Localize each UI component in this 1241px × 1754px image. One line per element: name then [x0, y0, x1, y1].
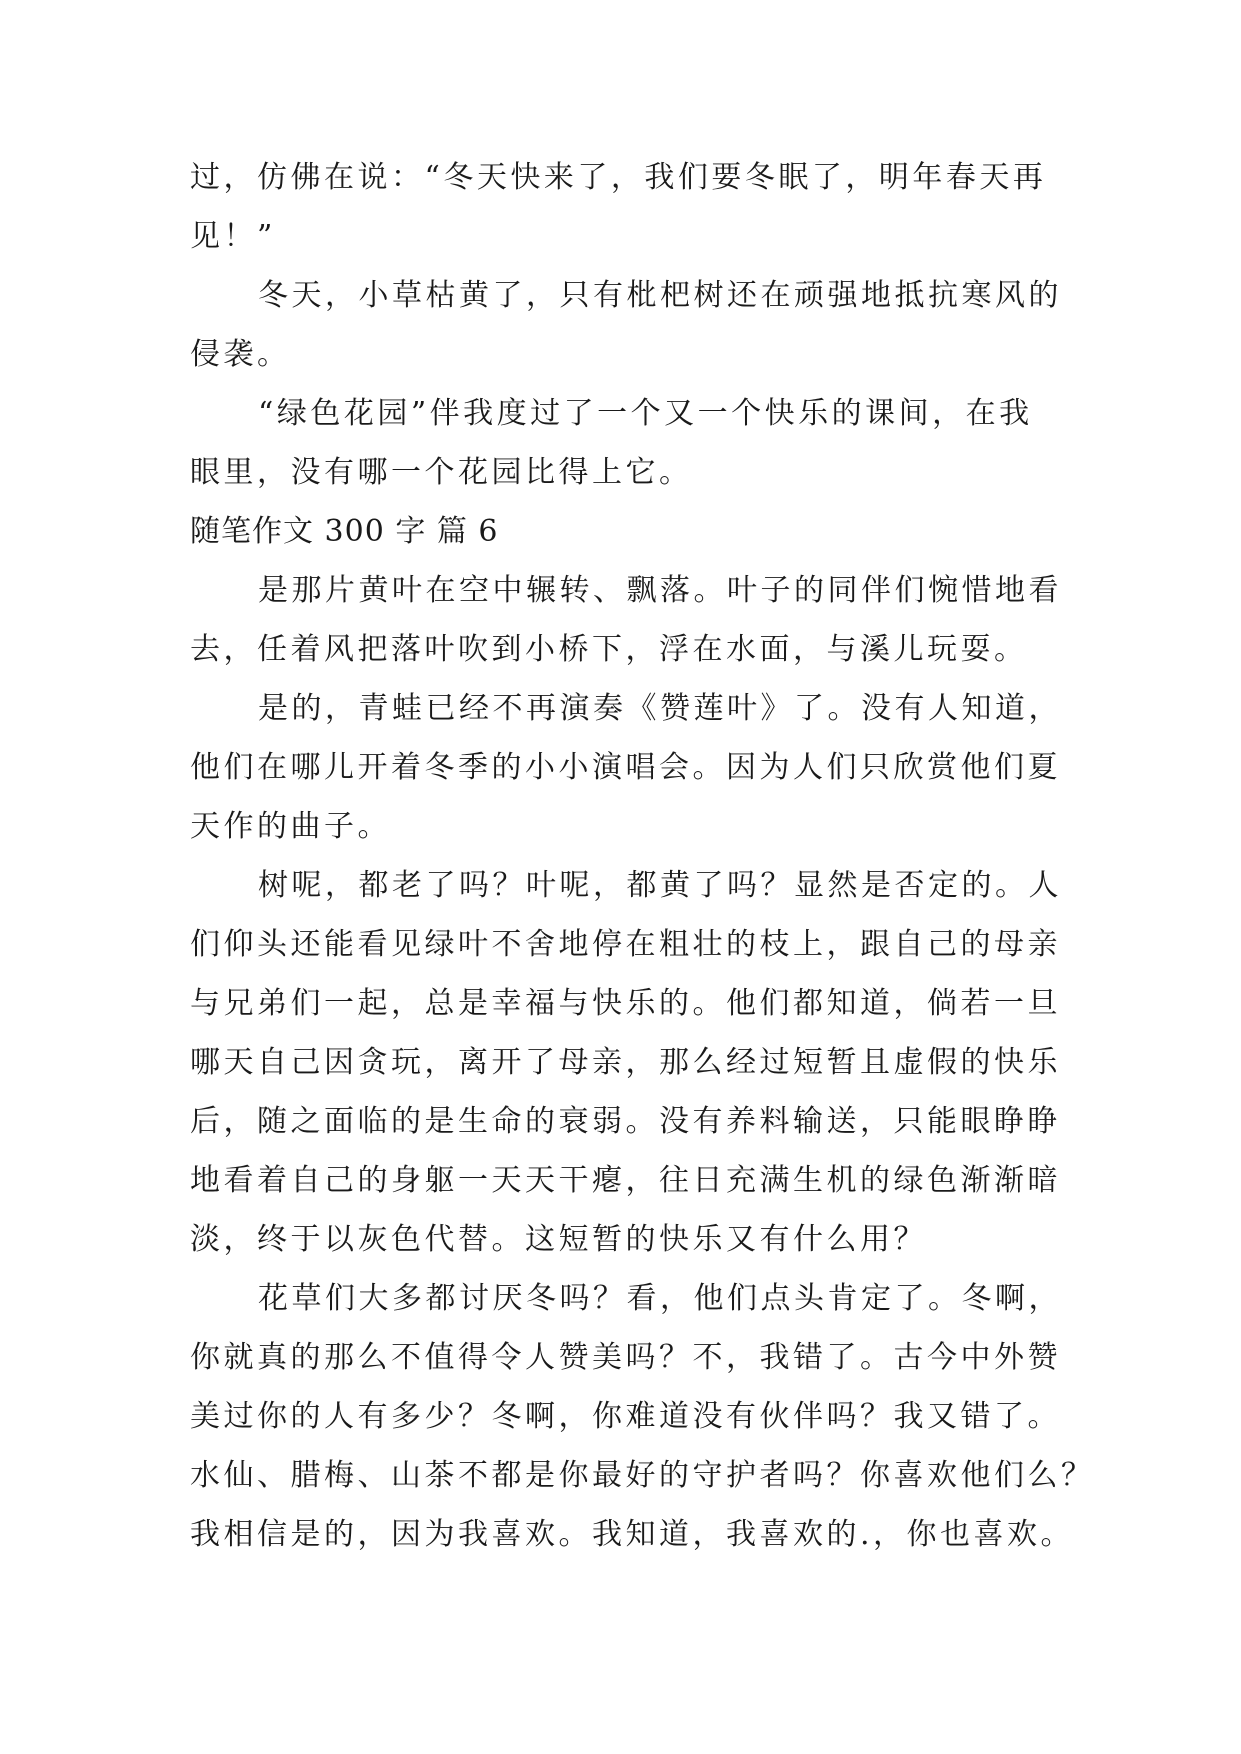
- heading-line: 随笔作文 300 字 篇 6: [190, 514, 499, 549]
- text-line: 你就真的那么不值得令人赞美吗？不，我错了。古今中外赞: [190, 1340, 1061, 1375]
- text-line: 与兄弟们一起，总是幸福与快乐的。他们都知道，倘若一旦: [190, 986, 1061, 1021]
- text-line: 侵袭。: [190, 337, 291, 372]
- paragraph: [190, 384, 1070, 502]
- text-line: 眼里，没有哪一个花园比得上它。: [190, 455, 693, 490]
- paragraph: [190, 148, 1070, 266]
- text-line: “绿色花园”伴我度过了一个又一个快乐的课间，在我: [258, 396, 1033, 431]
- text-line: 树呢，都老了吗？叶呢，都黄了吗？显然是否定的。人: [258, 868, 1062, 903]
- text-line: 我相信是的，因为我喜欢。我知道，我喜欢的.，你也喜欢。: [190, 1517, 1075, 1552]
- text-line: 们仰头还能看见绿叶不舍地停在粗壮的枝上，跟自己的母亲: [190, 927, 1061, 962]
- paragraph: [190, 856, 1070, 1269]
- paragraph: [190, 679, 1070, 856]
- text-line: 是那片黄叶在空中辗转、飘落。叶子的同伴们惋惜地看: [258, 573, 1062, 608]
- document-body: [190, 148, 1095, 1564]
- text-line: 美过你的人有多少？冬啊，你难道没有伙伴吗？我又错了。: [190, 1399, 1061, 1434]
- text-line: 水仙、腊梅、山茶不都是你最好的守护者吗？你喜欢他们么？: [190, 1458, 1095, 1493]
- text-line: 冬天，小草枯黄了，只有枇杷树还在顽强地抵抗寒风的: [258, 278, 1062, 313]
- text-line: 地看着自己的身躯一天天干瘪，往日充满生机的绿色渐渐暗: [190, 1163, 1061, 1198]
- paragraph: [190, 1269, 1095, 1564]
- text-line: 见！”: [190, 219, 276, 254]
- text-line: 哪天自己因贪玩，离开了母亲，那么经过短暂且虚假的快乐: [190, 1045, 1061, 1080]
- text-line: 天作的曲子。: [190, 809, 391, 844]
- text-line: 去，任着风把落叶吹到小桥下，浮在水面，与溪儿玩耍。: [190, 632, 1028, 667]
- text-line: 淡，终于以灰色代替。这短暂的快乐又有什么用？: [190, 1222, 927, 1257]
- text-line: 他们在哪儿开着冬季的小小演唱会。因为人们只欣赏他们夏: [190, 750, 1061, 785]
- text-line: 是的，青蛙已经不再演奏《赞莲叶》了。没有人知道，: [258, 691, 1062, 726]
- paragraph: [190, 561, 1070, 679]
- paragraph: [190, 266, 1070, 384]
- text-line: 后，随之面临的是生命的衰弱。没有养料输送，只能眼睁睁: [190, 1104, 1061, 1139]
- section-heading: [190, 502, 1070, 561]
- text-line: 花草们大多都讨厌冬吗？看，他们点头肯定了。冬啊，: [258, 1281, 1062, 1316]
- text-line: 过，仿佛在说：“冬天快来了，我们要冬眠了，明年春天再: [190, 160, 1047, 195]
